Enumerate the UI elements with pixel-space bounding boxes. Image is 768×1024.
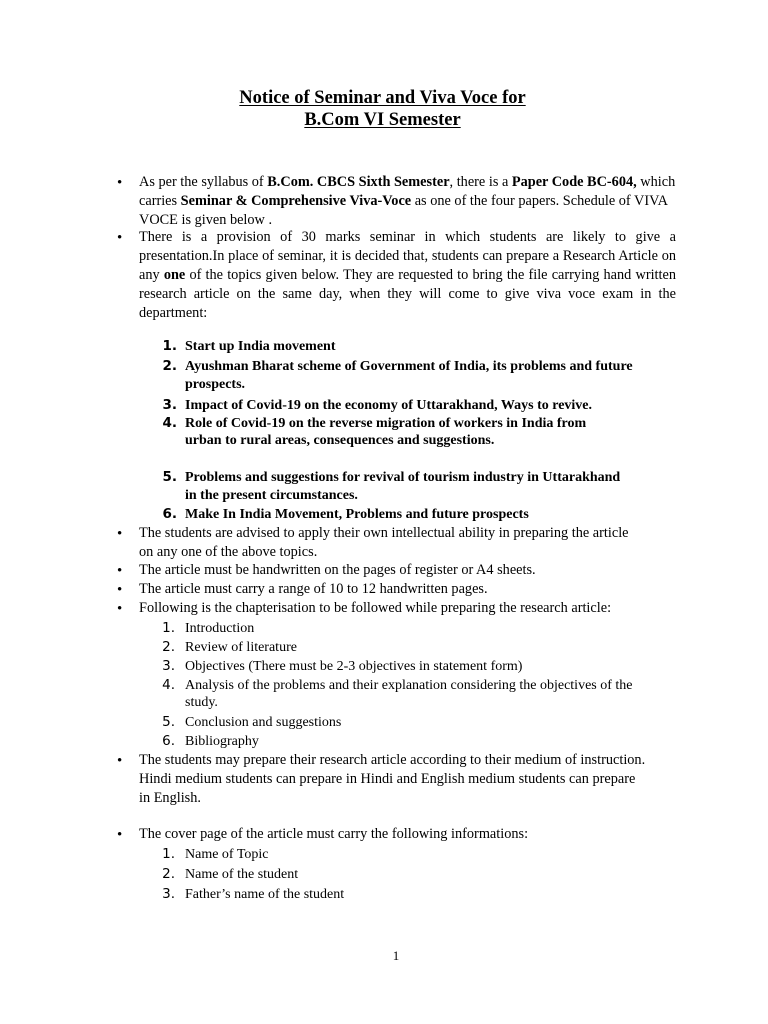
- advice-paragraph: [139, 524, 699, 562]
- chapter-number: 1.: [162, 620, 175, 636]
- bullet: •: [117, 175, 123, 191]
- topic-item-continued: prospects.: [185, 377, 246, 392]
- chapter-item: Introduction: [185, 621, 255, 636]
- intro-bold-seminar: Seminar & Comprehensive Viva-Voce: [180, 193, 412, 209]
- cover-item-number: 1.: [162, 846, 175, 862]
- chapter-number: 4.: [162, 677, 175, 693]
- chapter-number: 2.: [162, 639, 175, 655]
- topic-item-continued: urban to rural areas, consequences and suggestions.: [185, 433, 495, 448]
- topic-item: Role of Covid-19 on the reverse migration of workers in India from: [185, 416, 587, 431]
- advice-line-2: on any one of the above topics.: [139, 544, 318, 560]
- intro-text: , there is a: [449, 174, 512, 190]
- bullet: •: [117, 230, 123, 246]
- provision-text: There is a provision of 30 marks seminar in which students are likely to give a presentation.In place of seminar, it is decided that, students can prepare a Research Article on any: [139, 229, 676, 283]
- topic-number: 3.: [162, 397, 177, 413]
- intro-bold-semester: B.Com. CBCS Sixth Semester: [267, 174, 450, 190]
- bullet: •: [117, 601, 123, 617]
- bullet: •: [117, 582, 123, 598]
- topic-number: 2.: [162, 358, 177, 374]
- intro-text: as one of the four papers. Schedule of VIVA VOCE is given below .: [139, 193, 668, 228]
- topic-item: Problems and suggestions for revival of tourism industry in Uttarakhand: [185, 470, 621, 485]
- intro-text: As per the syllabus of: [139, 174, 268, 190]
- bullet: •: [117, 526, 123, 542]
- chapter-item: Bibliography: [185, 734, 259, 749]
- chapter-item-continued: study.: [185, 695, 218, 710]
- title-line-2: B.Com VI Semester: [304, 110, 461, 130]
- medium-paragraph: [139, 751, 699, 808]
- chapter-item: Conclusion and suggestions: [185, 715, 342, 730]
- chapter-number: 6.: [162, 733, 175, 749]
- provision-paragraph: [139, 228, 676, 323]
- topic-item-continued: in the present circumstances.: [185, 488, 358, 503]
- topic-number: 1.: [162, 338, 177, 354]
- chapterisation-intro: Following is the chapterisation to be followed while preparing the research article:: [139, 600, 612, 616]
- cover-item: Name of the student: [185, 867, 299, 882]
- medium-line-2: Hindi medium students can prepare in Hindi and English medium students can prepare: [139, 771, 636, 787]
- chapter-item: Analysis of the problems and their explanation considering the objectives of the: [185, 678, 633, 693]
- cover-item: Name of Topic: [185, 847, 269, 862]
- bullet: •: [117, 753, 123, 769]
- topic-item: Impact of Covid-19 on the economy of Uttarakhand, Ways to revive.: [185, 398, 593, 413]
- notice-title: [0, 87, 765, 131]
- topic-number: 6.: [162, 506, 177, 522]
- topic-item: Make In India Movement, Problems and future prospects: [185, 507, 529, 522]
- handwritten-rule: The article must be handwritten on the pages of register or A4 sheets.: [139, 562, 536, 578]
- topic-item: Ayushman Bharat scheme of Government of India, its problems and future: [185, 359, 633, 374]
- page-number: 1: [392, 948, 400, 963]
- topic-number: 5.: [162, 469, 177, 485]
- medium-line-3: in English.: [139, 790, 201, 806]
- cover-item-number: 3.: [162, 886, 175, 902]
- topic-item: Start up India movement: [185, 339, 336, 354]
- cover-page-intro: The cover page of the article must carry the following informations:: [139, 826, 529, 842]
- bullet: •: [117, 827, 123, 843]
- intro-bold-paper-code: Paper Code BC-604,: [511, 174, 637, 190]
- provision-text: of the topics given below. They are requested to bring the file carrying hand written research article on the same day, when they will come to give viva voce exam in the department:: [139, 267, 676, 321]
- bullet: •: [117, 563, 123, 579]
- chapter-item: Review of literature: [185, 640, 297, 655]
- cover-item-number: 2.: [162, 866, 175, 882]
- chapter-number: 3.: [162, 658, 175, 674]
- medium-line-1: The students may prepare their research article according to their medium of instruction.: [139, 752, 646, 768]
- title-line-1: Notice of Seminar and Viva Voce for: [239, 88, 526, 108]
- advice-line-1: The students are advised to apply their own intellectual ability in preparing the article: [139, 525, 629, 541]
- chapter-item: Objectives (There must be 2-3 objectives in statement form): [185, 659, 523, 674]
- page-range-rule: The article must carry a range of 10 to 12 handwritten pages.: [139, 581, 488, 597]
- chapter-number: 5.: [162, 714, 175, 730]
- intro-paragraph: [139, 173, 699, 230]
- topic-number: 4.: [162, 415, 177, 431]
- intro-text: which carries: [139, 174, 676, 209]
- cover-item: Father’s name of the student: [185, 887, 345, 902]
- provision-bold-one: one: [163, 267, 186, 283]
